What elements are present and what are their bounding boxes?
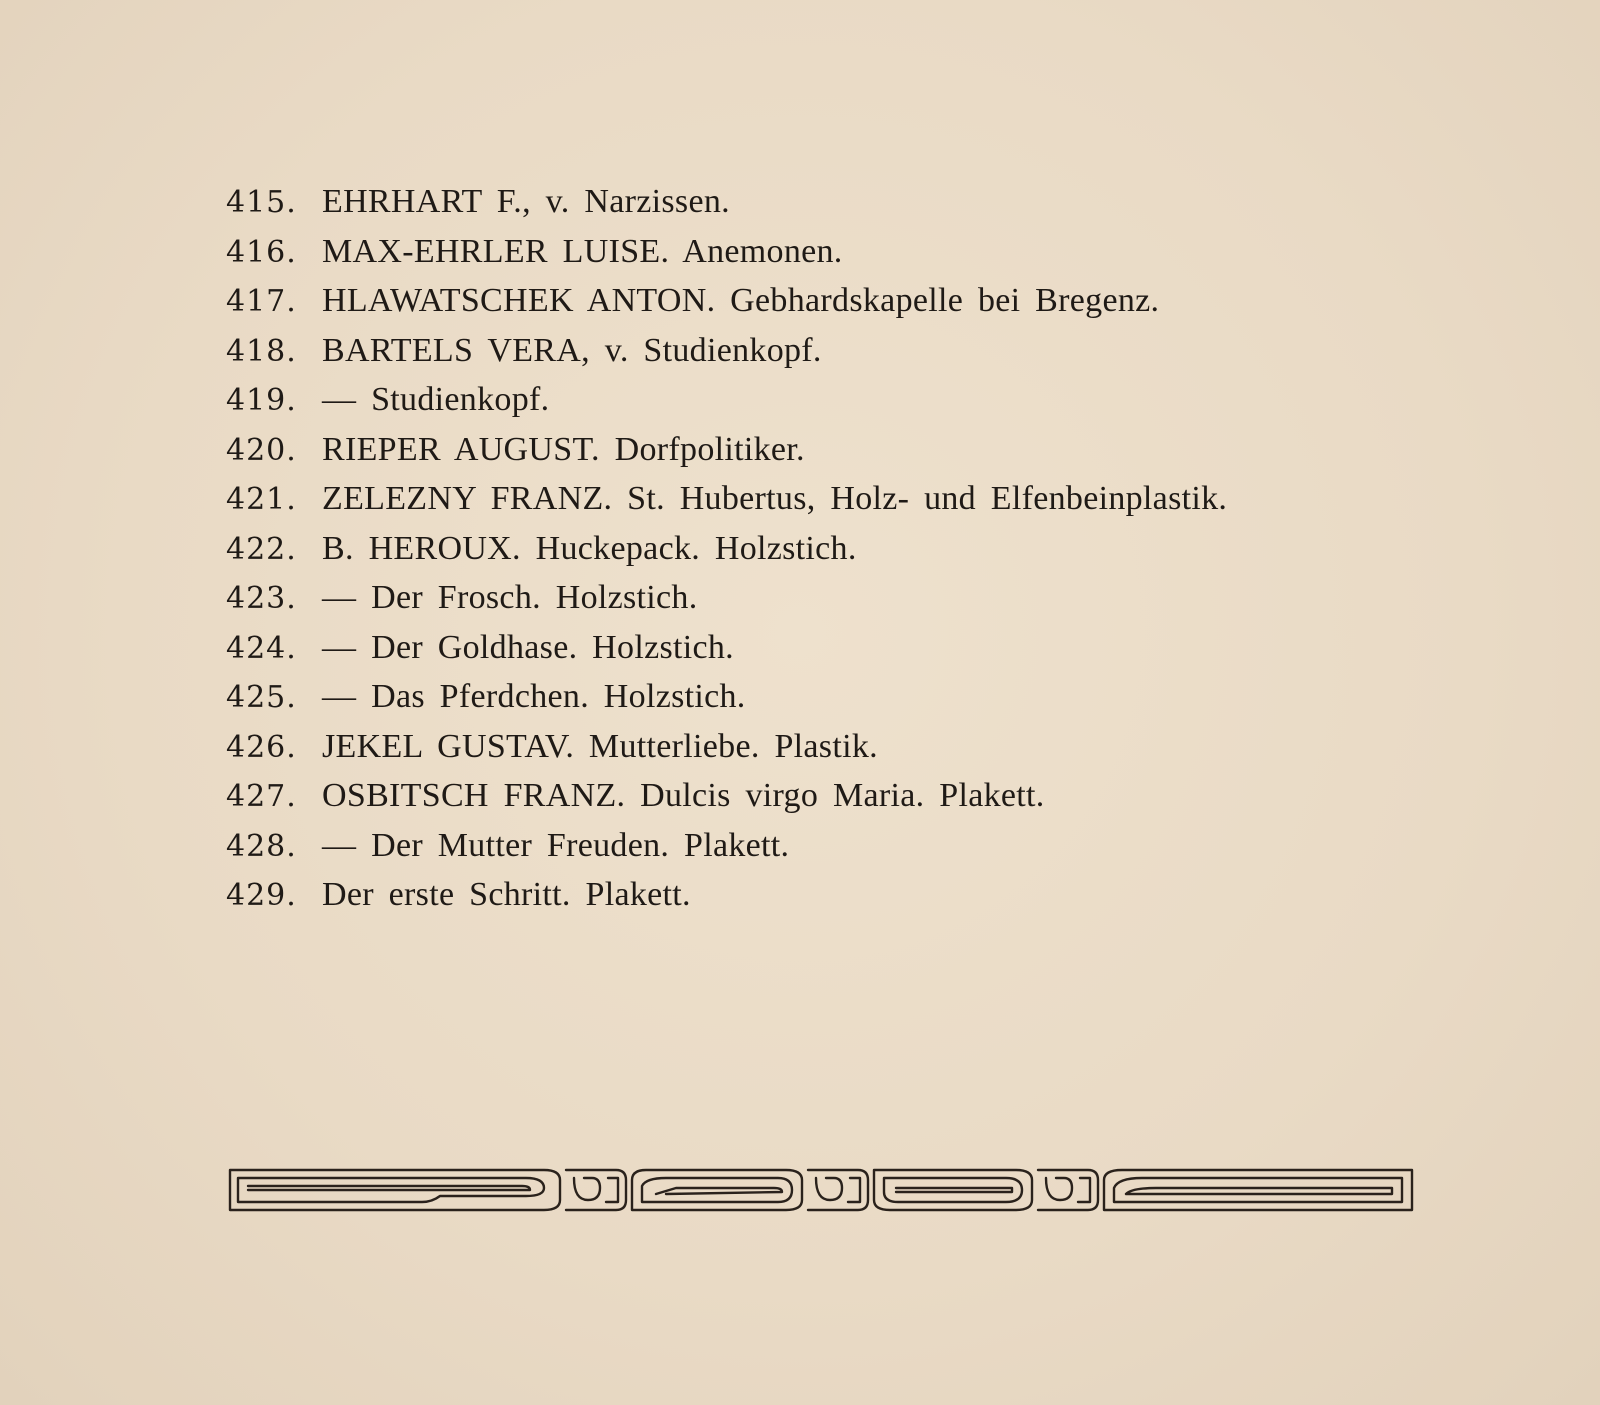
entry-number: 420. bbox=[226, 432, 297, 468]
catalog-entry bbox=[226, 677, 1426, 727]
decorative-border-ornament-icon bbox=[226, 1164, 1416, 1216]
entry-number: 425. bbox=[226, 680, 297, 715]
entry-number: 415. bbox=[226, 185, 297, 220]
entry-number: 418. bbox=[226, 333, 297, 369]
catalog-list bbox=[226, 182, 1426, 925]
catalog-entry bbox=[226, 628, 1426, 678]
catalog-entry bbox=[226, 232, 1426, 282]
catalog-entry bbox=[226, 727, 1426, 777]
entry-text: MAX-EHRLER LUISE. Anemonen. bbox=[322, 232, 843, 270]
catalog-entry bbox=[226, 182, 1426, 232]
entry-text: — Der Frosch. Holzstich. bbox=[322, 579, 698, 616]
entry-number: 427. bbox=[226, 779, 297, 814]
entry-text: B. HEROUX. Huckepack. Holzstich. bbox=[322, 529, 857, 567]
entry-text: EHRHART F., v. Narzissen. bbox=[322, 183, 730, 220]
entry-number: 423. bbox=[226, 581, 297, 616]
entry-text: — Das Pferdchen. Holzstich. bbox=[322, 678, 746, 715]
catalog-entry bbox=[226, 529, 1426, 579]
entry-number: 421. bbox=[226, 482, 297, 517]
entry-text: — Der Mutter Freuden. Plakett. bbox=[322, 826, 790, 864]
catalog-entry bbox=[226, 380, 1426, 430]
entry-text: OSBITSCH FRANZ. Dulcis virgo Maria. Plakett. bbox=[322, 777, 1045, 814]
entry-text: RIEPER AUGUST. Dorfpolitiker. bbox=[322, 430, 805, 468]
catalog-entry bbox=[226, 578, 1426, 628]
catalog-entry bbox=[226, 479, 1426, 529]
entry-number: 416. bbox=[226, 234, 297, 270]
entry-number: 426. bbox=[226, 729, 297, 765]
entry-number: 419. bbox=[226, 383, 297, 418]
entry-number: 428. bbox=[226, 828, 297, 864]
catalog-entry bbox=[226, 281, 1426, 331]
entry-text: JEKEL GUSTAV. Mutterliebe. Plastik. bbox=[322, 727, 878, 765]
entry-text: HLAWATSCHEK ANTON. Gebhardskapelle bei Bregenz. bbox=[322, 282, 1160, 319]
entry-number: 422. bbox=[226, 531, 297, 567]
catalog-entry bbox=[226, 875, 1426, 925]
entry-text: — Der Goldhase. Holzstich. bbox=[322, 628, 734, 666]
entry-text: Der erste Schritt. Plakett. bbox=[322, 876, 691, 913]
entry-text: — Studienkopf. bbox=[322, 381, 550, 418]
entry-text: BARTELS VERA, v. Studienkopf. bbox=[322, 331, 822, 369]
catalog-entry bbox=[226, 430, 1426, 480]
catalog-entry bbox=[226, 776, 1426, 826]
entry-number: 417. bbox=[226, 284, 297, 319]
entry-text: ZELEZNY FRANZ. St. Hubertus, Holz- und Elfenbeinplastik. bbox=[322, 480, 1228, 517]
entry-number: 424. bbox=[226, 630, 297, 666]
catalog-entry bbox=[226, 826, 1426, 876]
entry-number: 429. bbox=[226, 878, 297, 913]
catalog-entry bbox=[226, 331, 1426, 381]
